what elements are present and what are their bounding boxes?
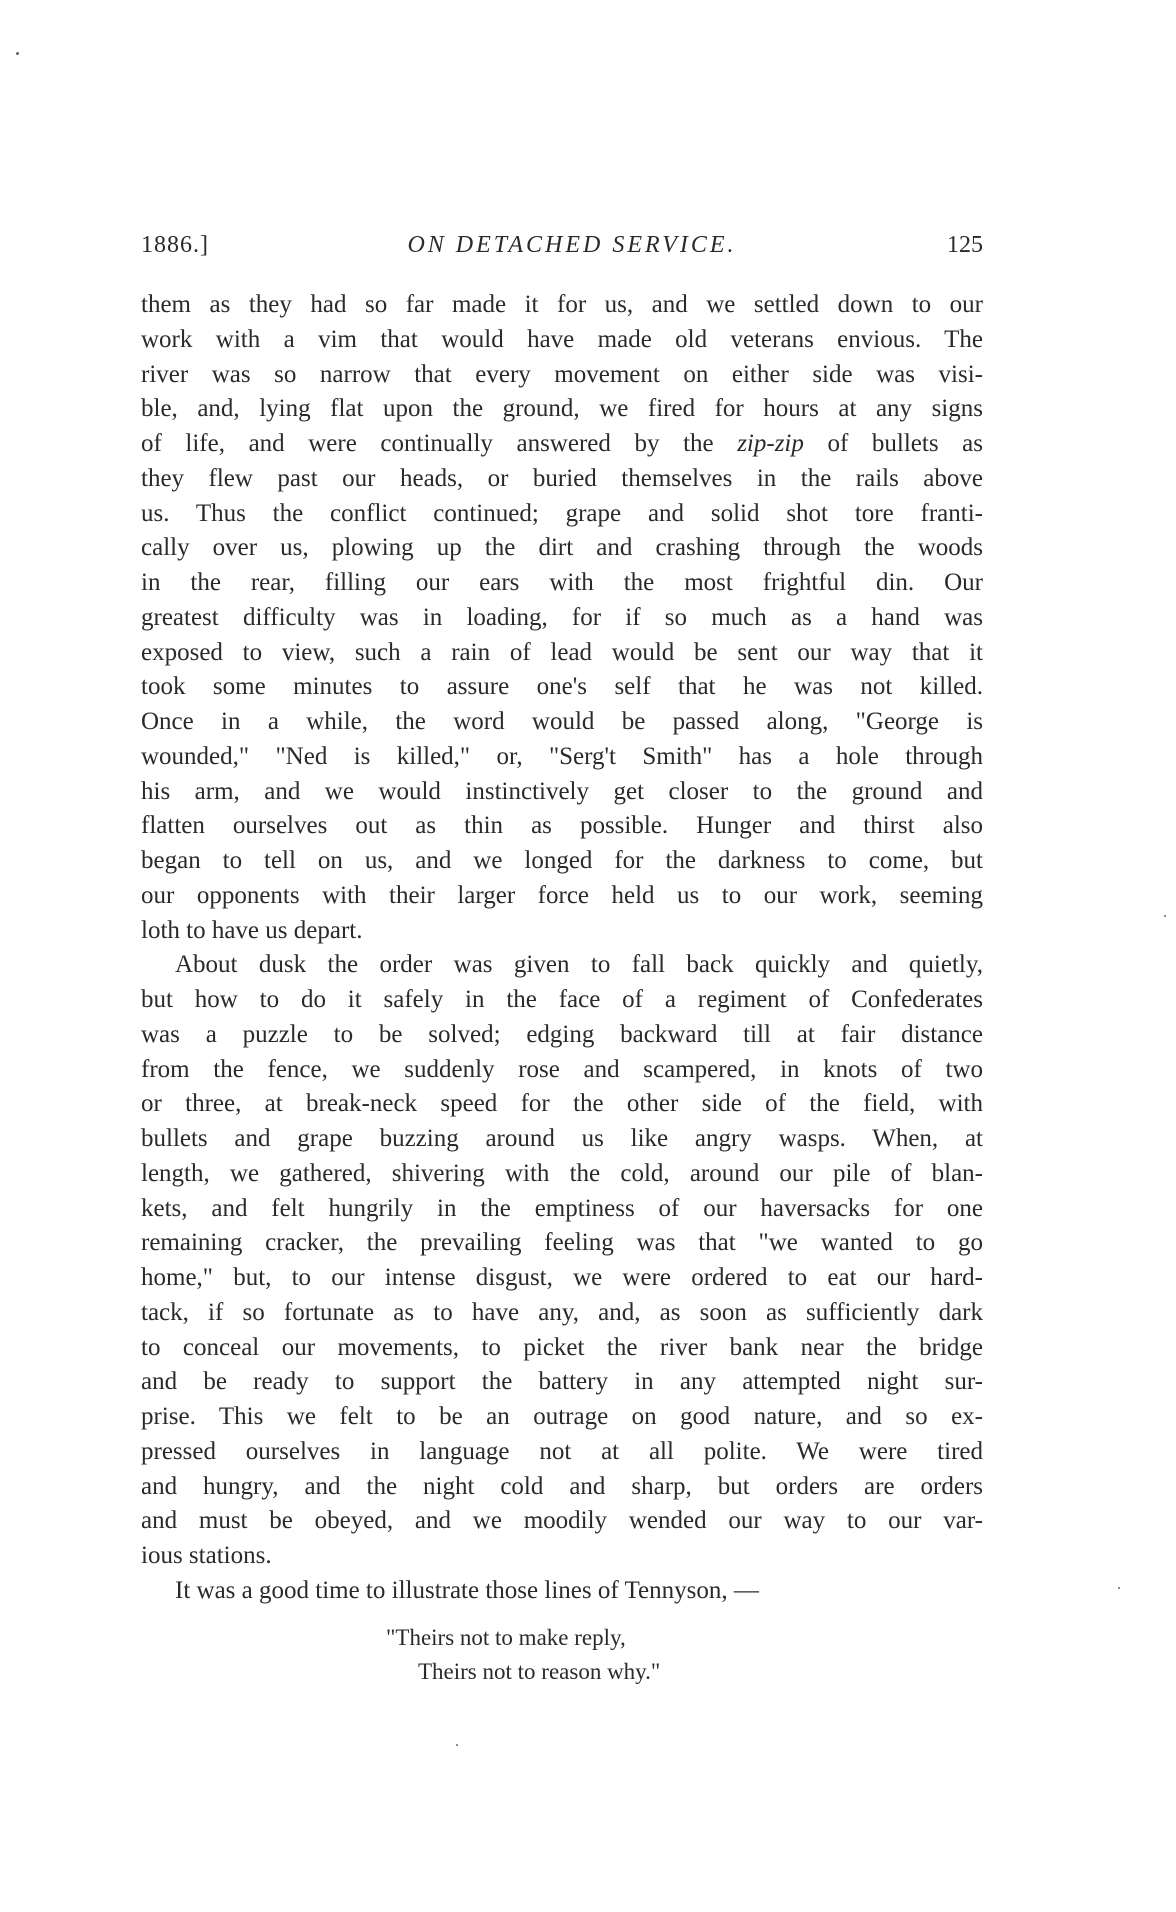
text-line: prise. This we felt to be an outrage on good nature, and so ex- [141,1403,983,1430]
text-line: kets, and felt hungrily in the emptiness of our haversacks for one [141,1194,983,1222]
text-line: bullets and grape buzzing around us like angry wasps. When, at [141,1125,983,1152]
text-line: greatest difficulty was in loading, for if so much as a hand was [141,603,983,631]
text-line: our opponents with their larger force held us to our work, seeming [141,881,983,909]
text-line: they flew past our heads, or buried themselves in the rails above [141,464,983,492]
text-line: began to tell on us, and we longed for the darkness to come, but [141,847,983,874]
text-line: pressed ourselves in language not at all polite. We were tired [141,1437,983,1465]
text-line: ble, and, lying flat upon the ground, we fired for hours at any signs [141,395,983,423]
scan-speck [16,52,19,55]
text-line: It was a good time to illustrate those lines of Tennyson, — [175,1576,759,1604]
text-line: work with a vim that would have made old veterans envious. The [141,325,983,353]
text-line: loth to have us depart. [141,916,363,944]
text-line: was a puzzle to be solved; edging backward till at fair distance [141,1020,983,1048]
text-line: from the fence, we suddenly rose and scampered, in knots of two [141,1055,983,1083]
text-line: in the rear, filling our ears with the most frightful din. Our [141,569,983,596]
text-line: river was so narrow that every movement on either side was visi- [141,360,983,388]
running-header [141,232,983,268]
text-line: cally over us, plowing up the dirt and crashing through the woods [141,534,983,562]
text-line: Once in a while, the word would be passed along, "George is [141,708,983,735]
text-line: to conceal our movements, to picket the river bank near the bridge [141,1333,983,1361]
text-line: flatten ourselves out as thin as possible. Hunger and thirst also [141,812,983,840]
text-line: length, we gathered, shivering with the cold, around our pile of blan- [141,1159,983,1187]
verse-line: Theirs not to reason why." [418,1659,661,1684]
text-line: About dusk the order was given to fall back quickly and quietly, [175,951,983,979]
verse-line: "Theirs not to make reply, [386,1625,626,1650]
text-line: of life, and were continually answered by the zip-zip of bullets as [141,430,983,457]
text-line: tack, if so fortunate as to have any, and, as soon as sufficiently dark [141,1298,983,1326]
text-line: them as they had so far made it for us, and we settled down to our [141,291,983,318]
running-title: ON DETACHED SERVICE. [407,232,737,258]
scan-speck [456,1744,458,1746]
scan-speck [1118,1587,1120,1589]
text-line: or three, at break-neck speed for the other side of the field, with [141,1090,983,1118]
text-line: exposed to view, such a rain of lead would be sent our way that it [141,638,983,666]
text-line: but how to do it safely in the face of a regiment of Confederates [141,986,983,1013]
italic-phrase: zip-zip [737,430,804,457]
text-line: took some minutes to assure one's self that he was not killed. [141,673,983,701]
text-line: and hungry, and the night cold and sharp, but orders are orders [141,1472,983,1500]
text-line: and must be obeyed, and we moodily wended our way to our var- [141,1507,983,1535]
scan-speck [1164,915,1166,917]
verse-quotation [386,1621,660,1689]
body-text [141,288,983,1609]
text-line: remaining cracker, the prevailing feeling was that "we wanted to go [141,1229,983,1257]
text-line: ious stations. [141,1542,272,1569]
header-year: 1886.] [141,232,209,258]
text-line: his arm, and we would instinctively get closer to the ground and [141,777,983,805]
text-line: home," but, to our intense disgust, we were ordered to eat our hard- [141,1264,983,1291]
text-line: wounded," "Ned is killed," or, "Serg't Smith" has a hole through [141,742,983,770]
text-line: and be ready to support the battery in any attempted night sur- [141,1368,983,1396]
text-line: us. Thus the conflict continued; grape and solid shot tore franti- [141,499,983,527]
page-number: 125 [947,232,983,258]
